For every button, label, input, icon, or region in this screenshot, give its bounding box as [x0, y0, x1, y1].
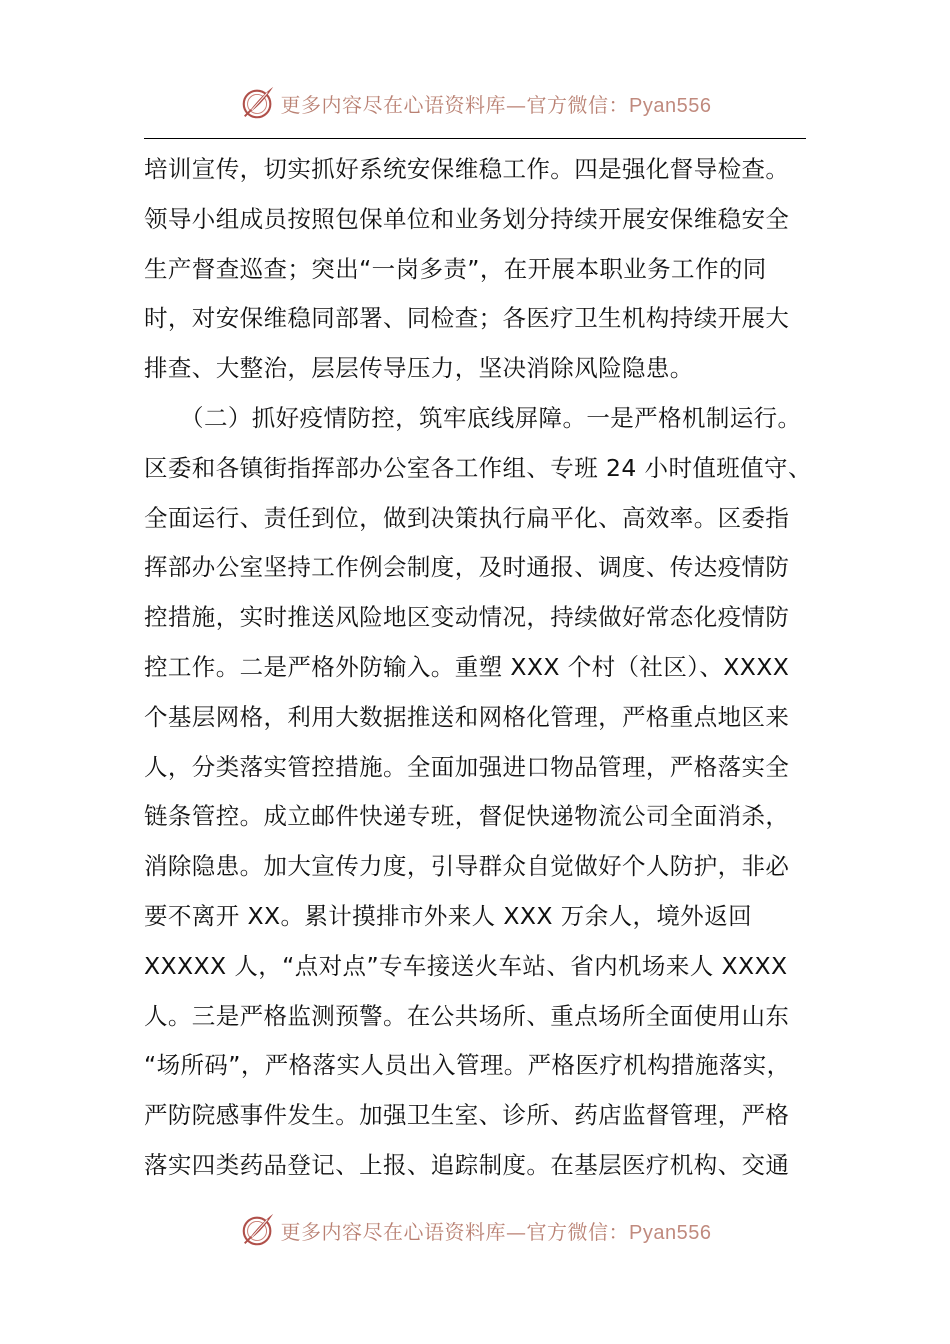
text-line: 落实四类药品登记、上报、追踪制度。在基层医疗机构、交通 [144, 1150, 790, 1179]
header-wechat-id: Pyan556 [629, 94, 712, 117]
footer-banner [0, 1208, 950, 1252]
text-line: 消除隐患。加大宣传力度，引导群众自觉做好个人防护，非必 [144, 852, 790, 881]
header-banner [0, 81, 950, 125]
text-line: 挥部办公室坚持工作例会制度，及时通报、调度、传达疫情防 [144, 553, 790, 582]
feather-pen-logo-icon [239, 84, 277, 122]
text-line: （二）抓好疫情防控，筑牢底线屏障。一是严格机制运行。 [144, 403, 802, 432]
footer-banner-text [281, 1216, 712, 1245]
text-line: “场所码”，严格落实人员出入管理。严格医疗机构措施落实， [144, 1051, 791, 1080]
text-line: 全面运行、责任到位，做到决策执行扁平化、高效率。区委指 [144, 503, 790, 532]
text-line: 人，分类落实管控措施。全面加强进口物品管理，严格落实全 [144, 752, 790, 781]
text-line: 领导小组成员按照包保单位和业务划分持续开展安保维稳安全 [144, 204, 790, 233]
header-banner-text [281, 89, 712, 118]
document-body [144, 145, 824, 1191]
text-line: 培训宣传，切实抓好系统安保维稳工作。四是强化督导检查。 [144, 155, 790, 183]
text-line: 生产督查巡查；突出“一岗多责”，在开展本职业务工作的同 [144, 254, 767, 283]
text-line: XXXXX 人，“点对点”专车接送火车站、省内机场来人 XXXX [144, 951, 788, 980]
footer-wechat-id: Pyan556 [629, 1221, 712, 1244]
text-line: 要不离开 XX。累计摸排市外来人 XXX 万余人，境外返回 [144, 901, 753, 930]
header-banner-label: 更多内容尽在心语资料库—官方微信： [280, 92, 630, 117]
text-line: 区委和各镇街指挥部办公室各工作组、专班 24 小时值班值守、 [144, 453, 812, 482]
text-line: 个基层网格，利用大数据推送和网格化管理，严格重点地区来 [144, 702, 790, 731]
text-line: 控工作。二是严格外防输入。重塑 XXX 个村（社区）、XXXX [144, 652, 790, 681]
text-line: 链条管控。成立邮件快递专班，督促快递物流公司全面消杀， [144, 802, 790, 831]
text-line: 时，对安保维稳同部署、同检查；各医疗卫生机构持续开展大 [144, 304, 790, 333]
footer-banner-label: 更多内容尽在心语资料库—官方微信： [280, 1219, 630, 1244]
text-line: 严防院感事件发生。加强卫生室、诊所、药店监督管理，严格 [144, 1101, 790, 1130]
text-line: 人。三是严格监测预警。在公共场所、重点场所全面使用山东 [144, 1001, 790, 1030]
text-line: 排查、大整治，层层传导压力，坚决消除风险隐患。 [144, 354, 694, 383]
text-line: 控措施，实时推送风险地区变动情况，持续做好常态化疫情防 [144, 603, 790, 632]
feather-pen-logo-icon [239, 1211, 277, 1249]
header-divider [144, 138, 806, 139]
